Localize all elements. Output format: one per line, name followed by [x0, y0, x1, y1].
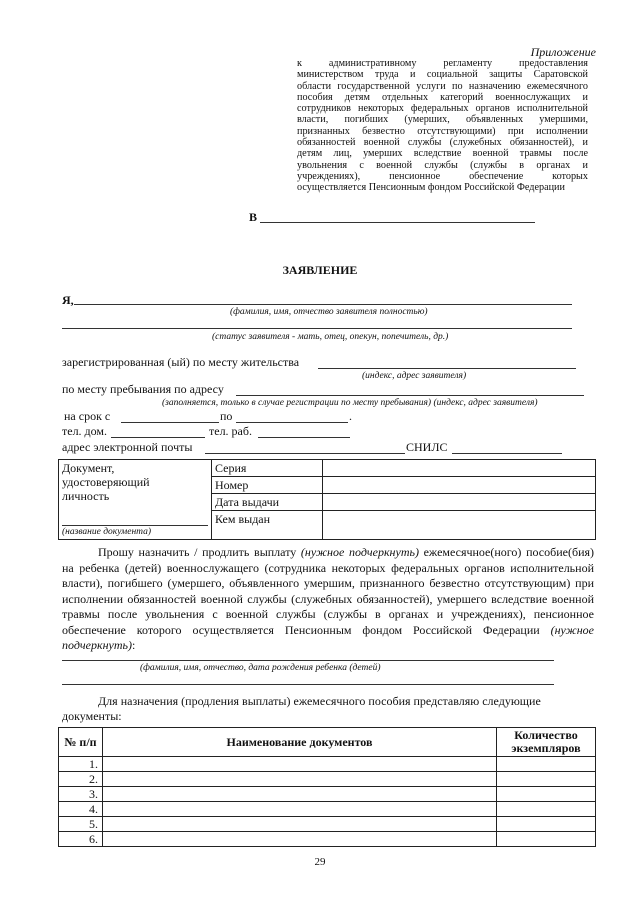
document-qty-cell[interactable] [497, 787, 596, 802]
appendix-line: сотрудников некоторых федеральных органов исполнительной [297, 103, 588, 115]
email-field[interactable] [205, 453, 405, 454]
child-info-field-2[interactable] [62, 684, 554, 685]
document-name-cell[interactable] [103, 772, 497, 787]
row-number: 2. [59, 772, 103, 787]
row-number: 1. [59, 757, 103, 772]
table-row [59, 817, 596, 832]
table-row [59, 772, 596, 787]
request-underline-note-1: (нужное подчеркнуть) [300, 545, 419, 559]
stay-label: по месту пребывания по адресу [62, 382, 224, 396]
col-num-header: № п/п [59, 728, 103, 757]
stay-field[interactable] [236, 395, 584, 396]
request-paragraph [62, 545, 594, 654]
documents-intro: Для назначения (продления выплаты) ежемесячного пособия представляю следующие документы: [62, 694, 541, 723]
issue-date-field[interactable] [323, 494, 596, 511]
number-label: Номер [212, 477, 323, 494]
document-name-cell[interactable] [103, 787, 497, 802]
series-label: Серия [212, 460, 323, 477]
document-title: ЗАЯВЛЕНИЕ [282, 263, 358, 277]
document-qty-cell[interactable] [497, 817, 596, 832]
appendix-line: осуществляется Пенсионным фондом Российской Федерации [297, 182, 565, 194]
id-document-cell [59, 460, 212, 540]
appendix-line: признанных безвестно отсутствующими) при исполнении [297, 125, 588, 137]
appendix-line: пособия детям отдельных категорий военнослужащих и [297, 91, 588, 103]
document-qty-cell[interactable] [497, 832, 596, 847]
id-document-label-line: личность [62, 489, 110, 503]
term-from-label: на срок с [64, 409, 111, 423]
id-document-label-line: удостоверяющий [62, 475, 150, 489]
snils-label: СНИЛС [406, 440, 448, 454]
document-qty-cell[interactable] [497, 757, 596, 772]
col-name-header: Наименование документов [103, 728, 497, 757]
request-underline-note-2: (нужное подчеркнуть) [62, 622, 594, 652]
applicant-prefix: Я, [62, 293, 74, 307]
child-info-hint: (фамилия, имя, отчество, дата рождения ребенка (детей) [140, 663, 381, 673]
home-phone-label: тел. дом. [62, 424, 108, 438]
request-text-end: : [131, 638, 136, 652]
id-document-name-hint: (название документа) [62, 527, 152, 537]
appendix-line: детям лиц, умерших вследствие военной травмы после [297, 148, 588, 160]
applicant-status-hint: (статус заявителя - мать, отец, опекун, попечитель, др.) [212, 332, 449, 342]
documents-table [58, 727, 596, 847]
document-name-cell[interactable] [103, 817, 497, 832]
row-number: 5. [59, 817, 103, 832]
col-qty-header: Количество экземпляров [497, 728, 596, 757]
applicant-status-field[interactable] [62, 328, 572, 329]
child-info-field[interactable] [62, 660, 554, 661]
appendix-line: к административному регламенту предоставления [297, 58, 588, 69]
table-row [59, 757, 596, 772]
term-to-label: по [220, 409, 233, 423]
issue-date-label: Дата выдачи [212, 494, 323, 511]
page-number: 29 [314, 856, 326, 868]
number-field[interactable] [323, 477, 596, 494]
issued-by-label: Кем выдан [212, 511, 323, 540]
table-row [59, 787, 596, 802]
term-end: . [349, 409, 352, 423]
series-field[interactable] [323, 460, 596, 477]
applicant-name-hint: (фамилия, имя, отчество заявителя полностью) [230, 307, 428, 317]
document-name-cell[interactable] [103, 832, 497, 847]
id-document-table [58, 459, 596, 540]
appendix-line: министерством труда и социальной защиты Саратовской [297, 69, 588, 81]
appendix-line: обязанностей военной службы (служебных обязанностей), и [297, 137, 588, 149]
residence-field[interactable] [318, 368, 576, 369]
snils-field[interactable] [452, 453, 562, 454]
term-from-field[interactable] [121, 422, 219, 423]
document-name-cell[interactable] [103, 802, 497, 817]
appendix-line: учреждениях), пенсионное обеспечение которых [297, 170, 588, 182]
residence-label: зарегистрированная (ый) по месту жительства [62, 355, 300, 369]
residence-hint: (индекс, адрес заявителя) [362, 371, 467, 381]
appendix-line: увольнения с военной службы (службы в органах и [297, 159, 588, 171]
work-phone-label: тел. раб. [209, 424, 252, 438]
stay-hint: (заполняется, только в случае регистрации по месту пребывания) (индекс, адрес заявителя) [162, 398, 538, 408]
addressee-prefix: В [249, 210, 258, 224]
appendix-title: Приложение [530, 45, 596, 59]
appendix-line: власти, погибших (умерших, объявленных умершими, [297, 114, 588, 126]
row-number: 4. [59, 802, 103, 817]
document-name-cell[interactable] [103, 757, 497, 772]
issued-by-field[interactable] [323, 511, 596, 540]
appendix-line: области государственной услуги по назначению ежемесячного [297, 80, 588, 92]
appendix-text [297, 58, 588, 194]
home-phone-field[interactable] [111, 437, 205, 438]
addressee-field[interactable] [260, 222, 535, 223]
table-row [59, 832, 596, 847]
id-document-label-line: Документ, [62, 461, 115, 475]
applicant-name-field[interactable] [74, 304, 572, 305]
row-number: 6. [59, 832, 103, 847]
term-to-field[interactable] [236, 422, 348, 423]
request-text-1: Прошу назначить / продлить выплату [98, 545, 301, 559]
document-qty-cell[interactable] [497, 802, 596, 817]
work-phone-field[interactable] [258, 437, 350, 438]
table-row [59, 802, 596, 817]
row-number: 3. [59, 787, 103, 802]
document-qty-cell[interactable] [497, 772, 596, 787]
request-text-2: ежемесячное(ного) пособие(бия) на ребенка (детей) военнослужащего (сотрудника некоторых федеральных органов исполнительной власти), погибшего (умершего, объявленного умершим, признанного безвестно отсутствующим) при исполнении обязанностей военной службы (служебных обязанностей), умершего вследствие военной травмы после увольнения с военной службы (службы в органах и учреждениях), пенсионное обеспечение которого осуществляется Пенсионным фондом Российской Федерации [62, 545, 595, 637]
email-label: адрес электронной почты [62, 440, 193, 454]
